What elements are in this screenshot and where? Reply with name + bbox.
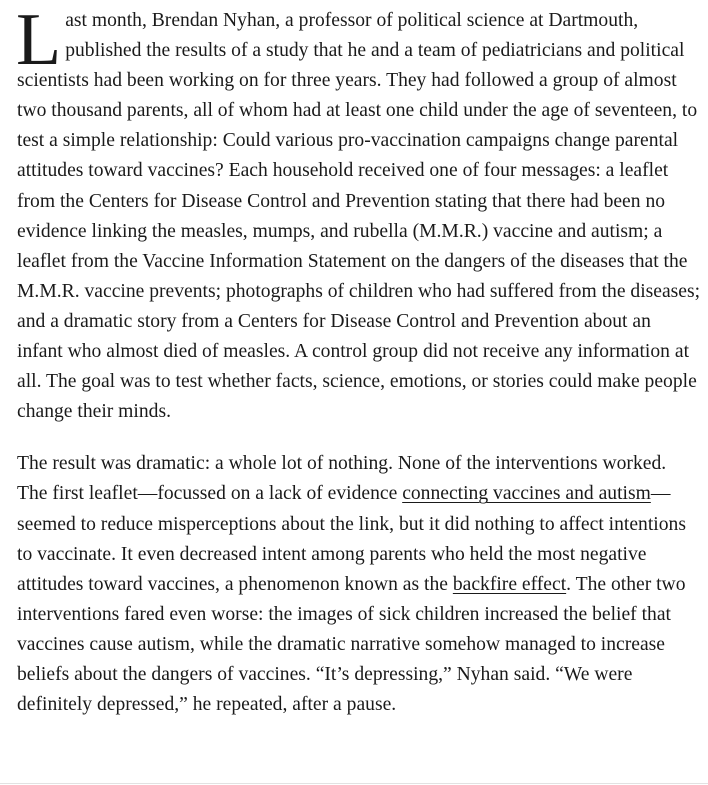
paragraph-2-text-3: . The other two interventions fared even worse: the images of sick children increased the belief that vaccines cause autism, while the dramatic narrative somehow managed to increase beliefs about the dangers of vaccines. “It’s depressing,” Nyhan said. “We were definitely depressed,” he repeated, after a pause.: [17, 573, 686, 716]
drop-cap: L: [16, 0, 62, 81]
paragraph-2-text-2: —seemed to reduce misperceptions about the link, but it did nothing to affect intentions to vaccinate. It even decreased intent among parents who held the most negative attitudes toward vaccines, a phenomenon known as the: [17, 483, 686, 595]
paragraph-1-text: ast month, Brendan Nyhan, a professor of political science at Dartmouth, published the results of a study that he and a team of pediatricians and political scientists had been working on for three years. They had followed a group of almost two thousand parents, all of whom had at least one child under the age of seventeen, to test a simple relationship: Could various pro-vaccination campaigns change parental attitudes toward vaccines? Each household received one of four messages: a leaflet from the Centers for Disease Control and Prevention stating that there had been no evidence linking the measles, mumps, and rubella (M.M.R.) vaccine and autism; a leaflet from the Vaccine Information Statement on the dangers of the diseases that the M.M.R. vaccine prevents; photographs of children who had suffered from the diseases; and a dramatic story from a Centers for Disease Control and Prevention about an infant who almost died of measles. A control group did not receive any information at all. The goal was to test whether facts, science, emotions, or stories could make people change their minds.: [17, 10, 701, 423]
paragraph-2: [17, 449, 701, 720]
article-body: [16, 0, 701, 720]
bottom-divider: [0, 783, 708, 784]
link-connecting-vaccines-and-autism[interactable]: connecting vaccines and autism: [402, 483, 651, 505]
paragraph-1: [16, 0, 701, 427]
link-backfire-effect[interactable]: backfire effect: [452, 573, 567, 595]
paragraph-2-text-1: The result was dramatic: a whole lot of nothing. None of the interventions worked. The first leaflet—focussed on a lack of evidence: [17, 453, 667, 505]
